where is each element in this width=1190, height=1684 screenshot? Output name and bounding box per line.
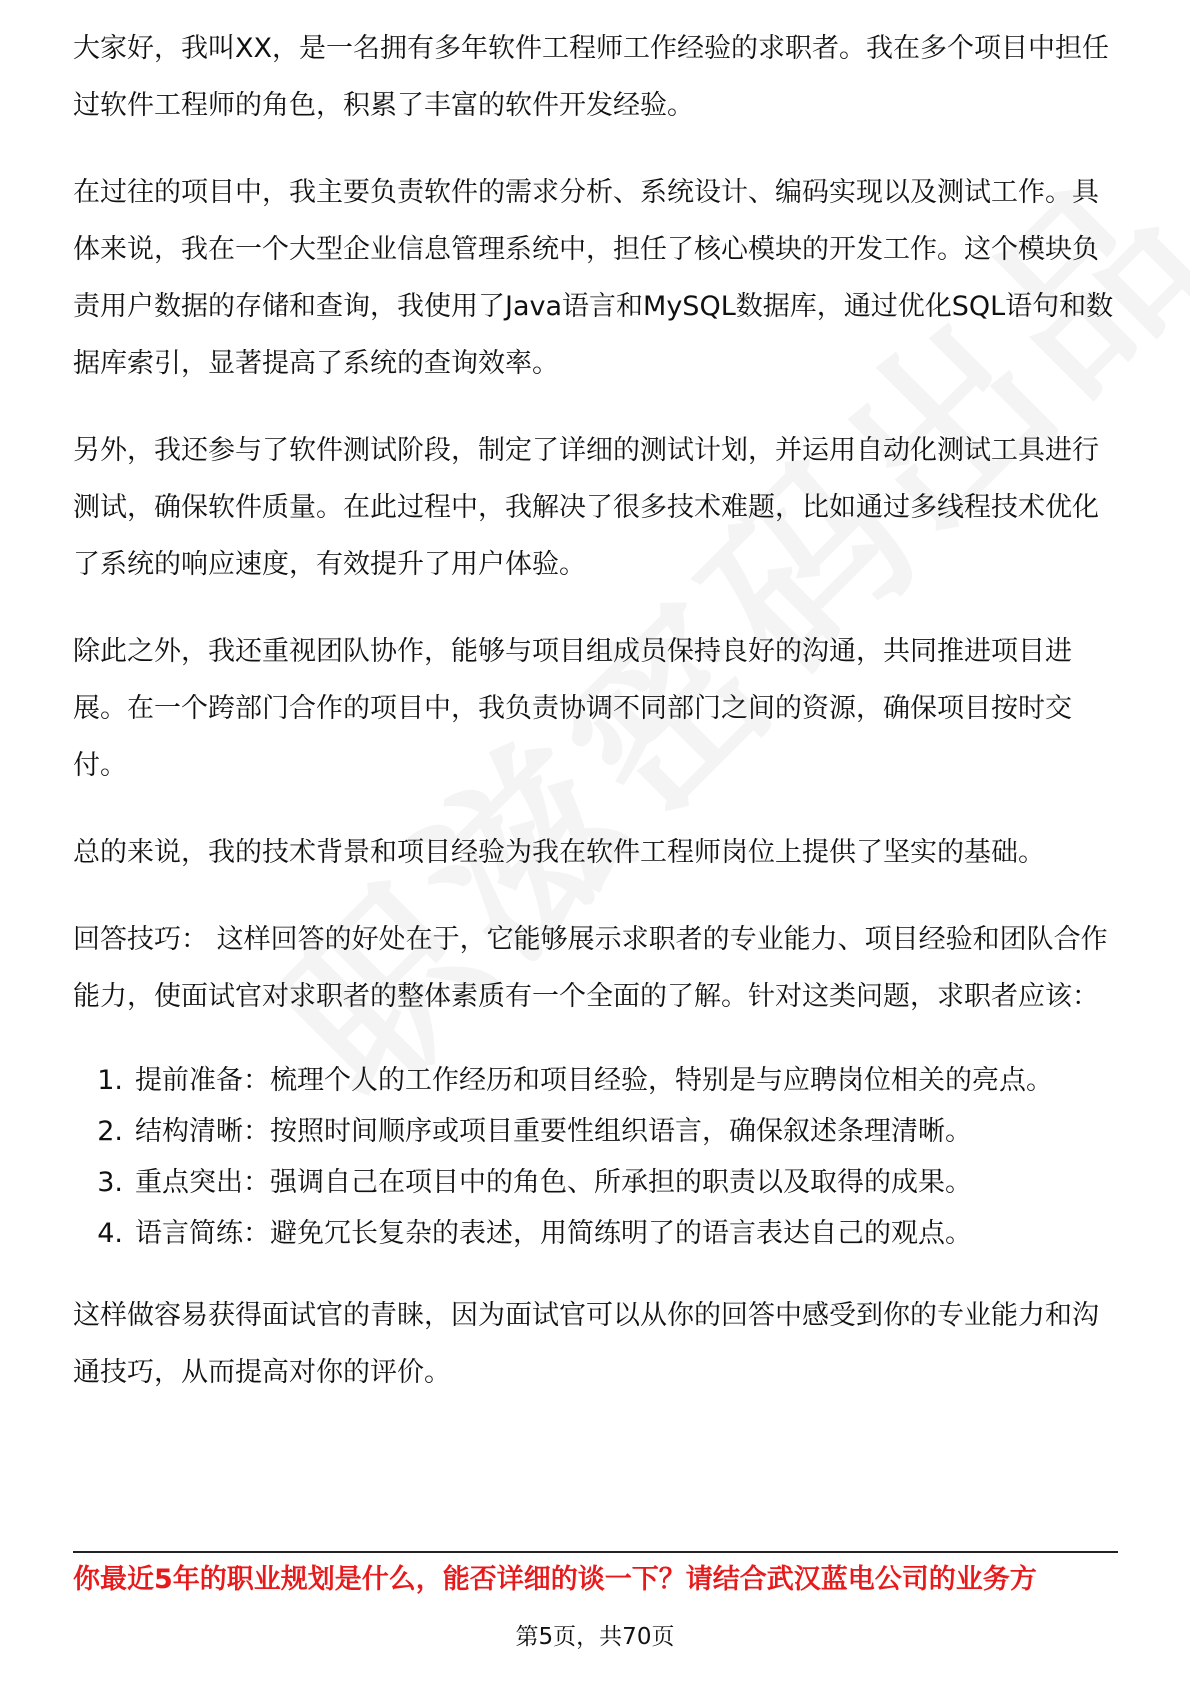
next-question-heading: 你最近5年的职业规划是什么，能否详细的谈一下？请结合武汉蓝电公司的业务方: [73, 1564, 1037, 1595]
closing-paragraph: 这样做容易获得面试官的青睐，因为面试官可以从你的回答中感受到你的专业能力和沟通技巧，从而提高对你的评价。: [73, 1300, 1099, 1388]
list-item-number: 2.: [97, 1116, 123, 1147]
list-item-number: 1.: [97, 1065, 123, 1096]
list-item-term: 语言简练：: [135, 1218, 270, 1249]
answer-paragraph-intro: 大家好，我叫XX，是一名拥有多年软件工程师工作经验的求职者。我在多个项目中担任过软件工程师的角色，积累了丰富的软件开发经验。: [73, 33, 1109, 121]
page-number: 第5页，共70页: [515, 1624, 675, 1650]
list-item-term: 重点突出：: [135, 1167, 270, 1198]
list-item: [73, 1055, 1118, 1106]
list-item-term: 结构清晰：: [135, 1116, 270, 1147]
answer-paragraph-projects: 在过往的项目中，我主要负责软件的需求分析、系统设计、编码实现以及测试工作。具体来说，我在一个大型企业信息管理系统中，担任了核心模块的开发工作。这个模块负责用户数据的存储和查询，我使用了Java语言和MySQL数据库，通过优化SQL语句和数据库索引，显著提高了系统的查询效率。: [73, 177, 1114, 379]
answer-paragraph-teamwork: 除此之外，我还重视团队协作，能够与项目组成员保持良好的沟通，共同推进项目进展。在一个跨部门合作的项目中，我负责协调不同部门之间的资源，确保项目按时交付。: [73, 636, 1072, 781]
list-item-text: 按照时间顺序或项目重要性组织语言，确保叙述条理清晰。: [270, 1116, 972, 1147]
list-item-number: 3.: [97, 1167, 123, 1198]
list-item-number: 4.: [97, 1218, 123, 1249]
answer-tips-intro: 回答技巧： 这样回答的好处在于，它能够展示求职者的专业能力、项目经验和团队合作能力，使面试官对求职者的整体素质有一个全面的了解。针对这类问题，求职者应该：: [73, 924, 1108, 1012]
document-body: [73, 20, 1118, 1431]
list-item-term: 提前准备：: [135, 1065, 270, 1096]
list-item-text: 强调自己在项目中的角色、所承担的职责以及取得的成果。: [270, 1167, 972, 1198]
list-item: [73, 1157, 1118, 1208]
list-item-text: 避免冗长复杂的表述，用简练明了的语言表达自己的观点。: [270, 1218, 972, 1249]
answer-paragraph-testing: 另外，我还参与了软件测试阶段，制定了详细的测试计划，并运用自动化测试工具进行测试，确保软件质量。在此过程中，我解决了很多技术难题，比如通过多线程技术优化了系统的响应速度，有效提升了用户体验。: [73, 435, 1099, 580]
list-item-text: 梳理个人的工作经历和项目经验，特别是与应聘岗位相关的亮点。: [270, 1065, 1053, 1096]
list-item: [73, 1106, 1118, 1157]
list-item: [73, 1208, 1118, 1259]
answer-paragraph-summary: 总的来说，我的技术背景和项目经验为我在软件工程师岗位上提供了坚实的基础。: [73, 837, 1045, 868]
tips-list: [73, 1055, 1118, 1259]
section-divider: [73, 1551, 1118, 1553]
